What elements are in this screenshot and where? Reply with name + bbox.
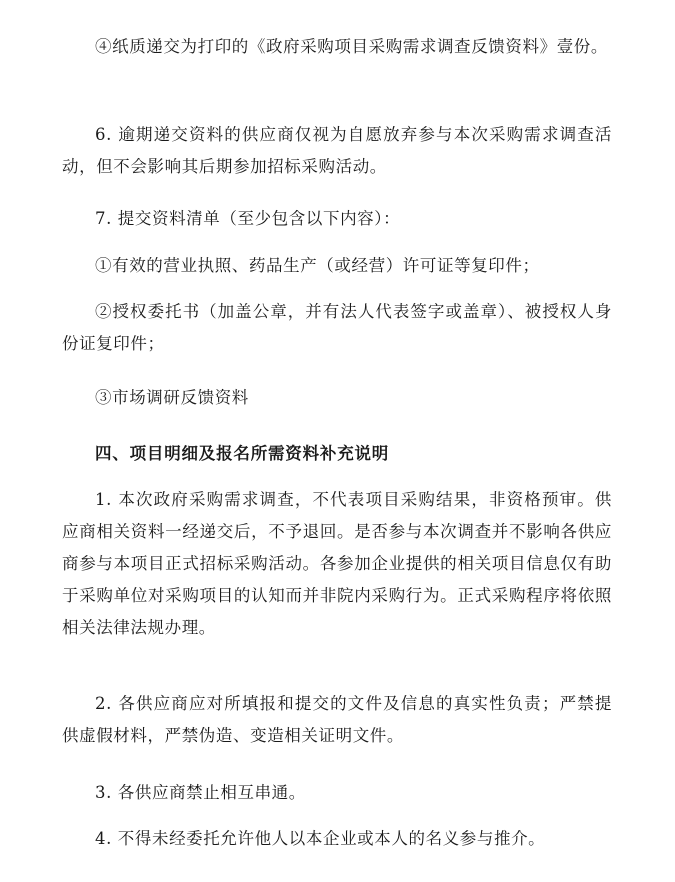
paragraph-list-item-1: ①有效的营业执照、药品生产（或经营）许可证等复印件； bbox=[95, 256, 540, 275]
note-item-3: 3. 各供应商禁止相互串通。 bbox=[95, 783, 306, 802]
paragraph-submission-list: 7. 提交资料清单（至少包含以下内容）： bbox=[95, 209, 401, 228]
paragraph-late-submission: 6. 逾期递交资料的供应商仅视为自愿放弃参与本次采购需求调查活动，但不会影响其后期参加招标采购活动。 bbox=[62, 125, 612, 176]
paragraph-list-item-2: ②授权委托书（加盖公章，并有法人代表签字或盖章）、被授权人身份证复印件； bbox=[62, 302, 612, 353]
paragraph-list-item-3: ③市场调研反馈资料 bbox=[95, 388, 249, 407]
paragraph-paper-submission: ④纸质递交为打印的《政府采购项目采购需求调查反馈资料》壹份。 bbox=[95, 37, 608, 56]
note-item-4: 4. 不得未经委托允许他人以本企业或本人的名义参与推介。 bbox=[95, 829, 546, 848]
note-item-1: 1. 本次政府采购需求调查，不代表项目采购结果，非资格预审。供应商相关资料一经递交后，不予退回。是否参与本次调查并不影响各供应商参与本项目正式招标采购活动。各参加企业提供的相关项目信息仅有助于采购单位对采购项目的认知而并非院内采购行为。正式采购程序将依照相关法律法规办理。 bbox=[62, 490, 612, 637]
note-item-2: 2. 各供应商应对所填报和提交的文件及信息的真实性负责；严禁提供虚假材料，严禁伪造、变造相关证明文件。 bbox=[62, 694, 612, 745]
section-heading: 四、项目明细及报名所需资料补充说明 bbox=[95, 444, 390, 463]
